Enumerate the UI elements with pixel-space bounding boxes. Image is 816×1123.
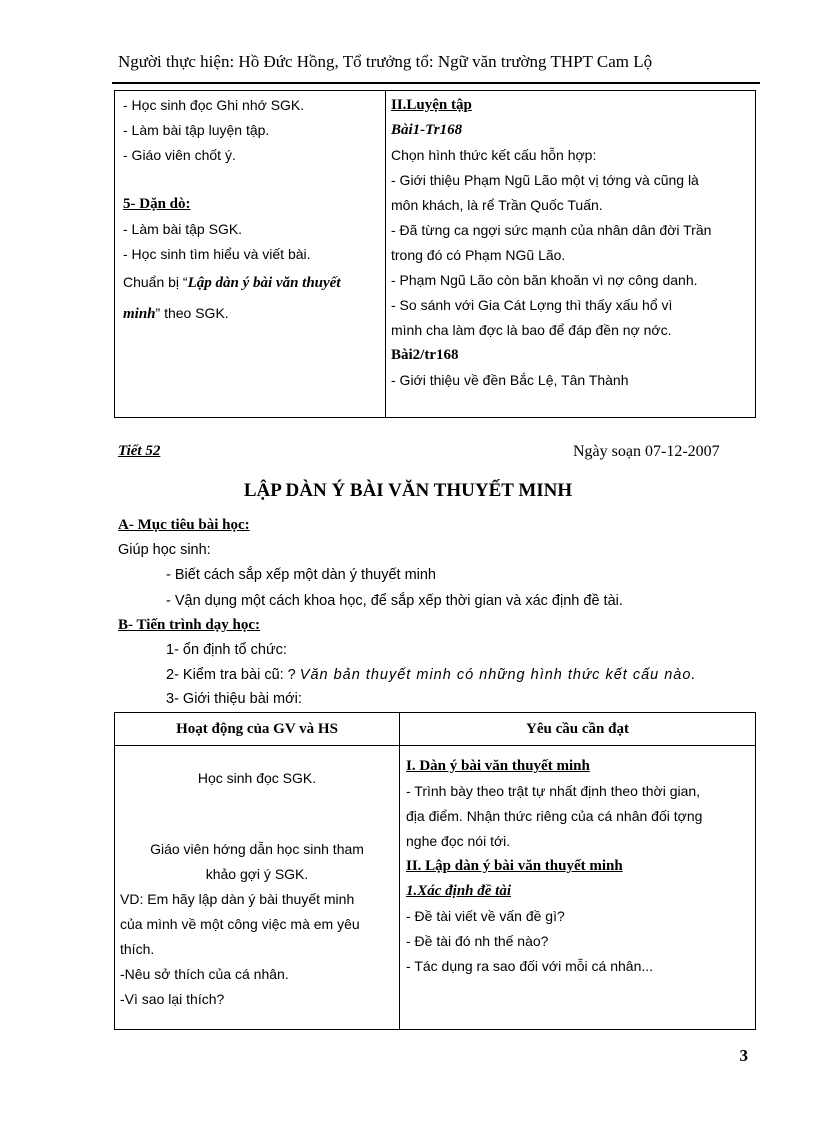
right-line: - Trình bày theo trật tự nhất định theo thời gian, <box>406 783 701 799</box>
right-line: môn khách, là rể Trần Quốc Tuấn. <box>391 197 603 213</box>
left-line: - Làm bài tập luyện tập. <box>123 122 270 138</box>
exercise-2-heading: Bài2/tr168 <box>391 347 459 363</box>
make-outline-heading: II. Lập dàn ý bài văn thuyết minh <box>406 858 623 874</box>
lesson-title: LẬP DÀN Ý BÀI VĂN THUYẾT MINH <box>243 480 573 501</box>
step-item: 1- ổn định tổ chức: <box>166 642 287 658</box>
col-header-activity: Hoạt động của GV và HS <box>115 713 400 746</box>
activity-table <box>114 712 756 1030</box>
outline-heading: I. Dàn ý bài văn thuyết minh <box>406 758 590 774</box>
prepare-title-end: minh <box>123 306 156 322</box>
prepare-title: Lập dàn ý bài văn thuyết <box>187 275 341 291</box>
left-line: Học sinh đọc SGK. <box>197 770 317 786</box>
left-line: VD: Em hãy lập dàn ý bài thuyết minh <box>120 891 355 907</box>
intro-text: Giúp học sinh: <box>118 542 211 558</box>
prepared-date: Ngày soạn 07-12-2007 <box>573 443 720 460</box>
col-header-requirement: Yêu cầu cần đạt <box>400 713 756 746</box>
activity-left-cell <box>115 746 400 1030</box>
right-line: Chọn hình thức kết cấu hỗn hợp: <box>391 147 597 163</box>
prepare-suffix: ” theo SGK. <box>155 305 229 321</box>
left-line: - Làm bài tập SGK. <box>123 221 243 237</box>
review-left-cell <box>115 91 386 418</box>
page-number: 3 <box>739 1046 748 1065</box>
prepare-prefix: Chuẩn bị “ <box>123 274 188 290</box>
right-line: mình cha làm đợc là bao để đáp đền nợ nớc. <box>391 322 672 338</box>
left-line: - Giáo viên chốt ý. <box>123 147 236 163</box>
left-line: - Học sinh đọc Ghi nhớ SGK. <box>123 97 305 113</box>
left-line: Giáo viên hớng dẫn học sinh tham <box>150 841 364 857</box>
right-line: địa điểm. Nhận thức riêng của cá nhân đối tợng <box>406 808 703 824</box>
left-line: - Học sinh tìm hiểu và viết bài. <box>123 246 311 262</box>
exercise-1-heading: Bài1-Tr168 <box>391 122 463 138</box>
review-table <box>114 90 756 418</box>
prepare-line <box>123 267 385 298</box>
goal-item: - Vận dụng một cách khoa học, để sắp xếp thời gian và xác định đề tài. <box>166 593 623 609</box>
header-rule <box>112 82 760 84</box>
right-line: - Đề tài viết về vấn đề gì? <box>406 908 565 924</box>
right-line: - So sánh với Gia Cát Lợng thì thấy xấu hổ vì <box>391 297 673 313</box>
right-line: - Giới thiệu Phạm Ngũ Lão một vị tớng và cũng là <box>391 172 699 188</box>
right-line: - Giới thiệu về đền Bắc Lệ, Tân Thành <box>391 372 629 388</box>
activity-right-cell <box>400 746 756 1030</box>
left-line: của mình về một công việc mà em yêu <box>120 916 360 932</box>
review-right-cell <box>386 91 756 418</box>
right-line: - Đã từng ca ngợi sức mạnh của nhân dân đời Trần <box>391 222 712 238</box>
right-line: nghe đọc nói tới. <box>406 833 511 849</box>
step-item: 3- Giới thiệu bài mới: <box>166 691 302 707</box>
step-2-label: 2- Kiểm tra bài cũ: ? <box>166 667 296 683</box>
right-line: - Phạm Ngũ Lão còn băn khoăn vì nợ công danh. <box>391 272 698 288</box>
step-item <box>166 667 696 683</box>
goal-item: - Biết cách sắp xếp một dàn ý thuyết minh <box>166 567 436 583</box>
topic-heading: 1.Xác định đề tài <box>406 883 512 899</box>
practice-heading: II.Luyện tập <box>391 97 472 113</box>
left-line: -Vì sao lại thích? <box>120 991 225 1007</box>
lesson-number: Tiết 52 <box>118 443 161 459</box>
right-line: - Đề tài đó nh thế nào? <box>406 933 549 949</box>
section-b-heading: B- Tiến trình dạy học: <box>118 617 260 633</box>
left-line: thích. <box>120 941 155 957</box>
homework-heading: 5- Dặn dò: <box>123 196 191 212</box>
page-header: Người thực hiện: Hồ Đức Hồng, Tổ trưởng tổ: Ngữ văn trường THPT Cam Lộ <box>118 52 653 71</box>
section-a-heading: A- Mục tiêu bài học: <box>118 517 250 533</box>
prepare-line-2 <box>123 298 385 329</box>
right-line: trong đó có Phạm NGũ Lão. <box>391 247 566 263</box>
left-line: -Nêu sở thích của cá nhân. <box>120 966 289 982</box>
left-line: khảo gợi ý SGK. <box>205 866 309 882</box>
step-2-question: Văn bản thuyết minh có những hình thức kết cấu nào. <box>299 667 697 683</box>
right-line: - Tác dụng ra sao đối với mỗi cá nhân... <box>406 958 654 974</box>
